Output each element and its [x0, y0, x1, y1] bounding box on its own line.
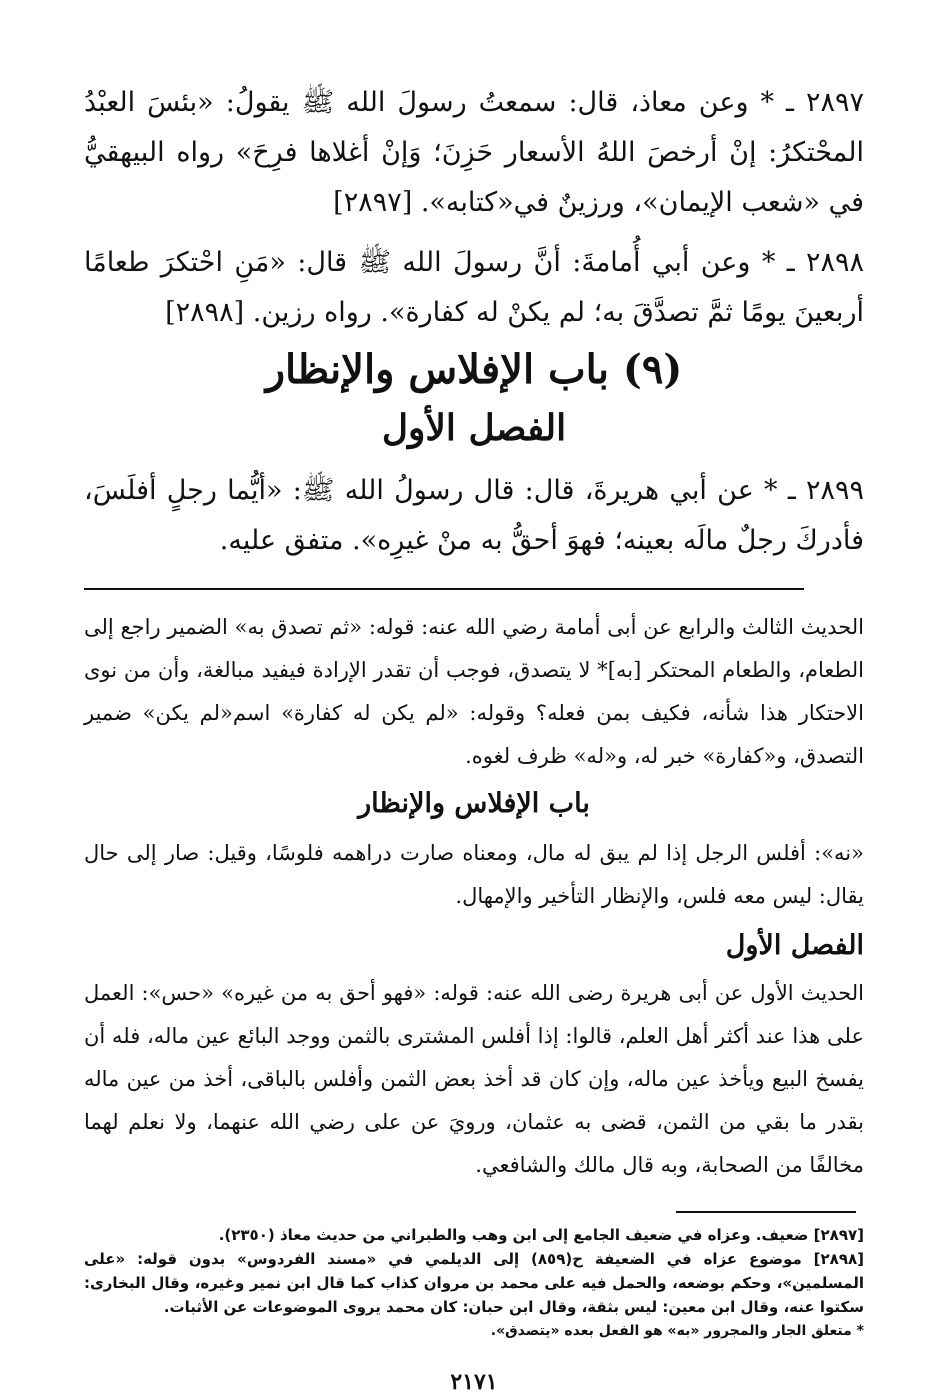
section-title: الفصل الأول	[381, 407, 567, 449]
hadith-2899: ٢٨٩٩ ـ * عن أبي هريرةَ، قال: قال رسولُ الله ﷺ: «أيُّما رجلٍ أفلَسَ، فأدركَ رجلٌ مالَه بعينه؛ فهوَ أحقُّ به منْ غيرِه». متفق عليه.	[84, 475, 864, 556]
commentary-paragraph: الحديث الأول عن أبى هريرة رضى الله عنه: قوله: «فهو أحق به من غيره» «حس»: العمل على هذا عند أكثر أهل العلم، قالوا: إذا أفلس المشترى بالثمن ووجد البائع عين ماله، فله أن يفسخ البيع ويأخذ عين ماله، وإن كان قد أخذ بعض الثمن وأفلس بالباقى، أخذ من عين ماله بقدر ما بقي من الثمن، قضى به عثمان، ورويَ عن على رضي الله عنهما، ولا نعلم لهما مخالفًا من الصحابة، وبه قال مالك والشافعي.	[84, 981, 864, 1177]
commentary-paragraph: «نه»: أفلس الرجل إذا لم يبق له مال، ومعناه صارت دراهمه فلوسًا، وقيل: صار إلى حال يقال: ليس معه فلس، والإنظار التأخير والإمهال.	[84, 841, 864, 908]
page-number: ٢١٧١	[450, 1369, 498, 1395]
commentary-section-heading: الفصل الأول	[725, 930, 864, 961]
hadith-2897: ٢٨٩٧ ـ * وعن معاذ، قال: سمعتُ رسولَ الله ﷺ يقولُ: «بئسَ العبْدُ المحْتكرُ: إنْ أرخصَ اللهُ الأسعار حَزِنَ؛ وَإنْ أغلاها فرِحَ» رواه البيهقيُّ في «شعب الإيمان»، ورزينٌ في«كتابه». [٢٨٩٧]	[84, 87, 864, 218]
chapter-title: (٩) باب الإفلاس والإنظار	[265, 346, 683, 393]
footnote-divider	[676, 1211, 856, 1213]
commentary-paragraph: الحديث الثالث والرابع عن أبى أمامة رضي الله عنه: قوله: «ثم تصدق به» الضمير راجع إلى الطعام، والطعام المحتكر [به]* لا يتصدق، فوجب أن تقدر الإرادة فيفيد مبالغة، وأن من نوى الاحتكار هذا شأنه، فكيف بمن فعله؟ وقوله: «لم يكن له كفارة» اسم«لم يكن» ضمير التصدق، و«كفارة» خبر له، و«له» ظرف لغوه.	[84, 615, 864, 768]
footnote: [٢٨٩٧] ضعيف. وعزاه في ضعيف الجامع إلى ابن وهب والطبراني من حديث معاذ (٢٣٥٠).	[218, 1226, 864, 1244]
footnote: * متعلق الجار والمجرور «به» هو الفعل بعده «يتصدق».	[490, 1323, 864, 1339]
footnote: [٢٨٩٨] موضوع عزاه في الضعيفة ح(٨٥٩) إلى الديلمي في «مسند الفردوس» بدون قوله: «على المسلمين»، وحكم بوضعه، والحمل فيه على محمد بن مروان كذاب كما قال ابن نمير وغيره، وقال البخارى: سكتوا عنه، وقال ابن معين: ليس بثقة، وقال ابن حبان: كان محمد يروى الموضوعات عن الأثبات.	[84, 1250, 864, 1316]
commentary-chapter-heading: باب الإفلاس والإنظار	[358, 788, 590, 819]
hadith-2898: ٢٨٩٨ ـ * وعن أبي أُمامةَ: أنَّ رسولَ الله ﷺ قال: «مَنِ احْتكرَ طعامًا أربعينَ يومًا ثمَّ تصدَّقَ به؛ لم يكنْ له كفارة». رواه رزين. [٢٨٩٨]	[84, 247, 864, 328]
commentary-divider	[84, 588, 804, 590]
